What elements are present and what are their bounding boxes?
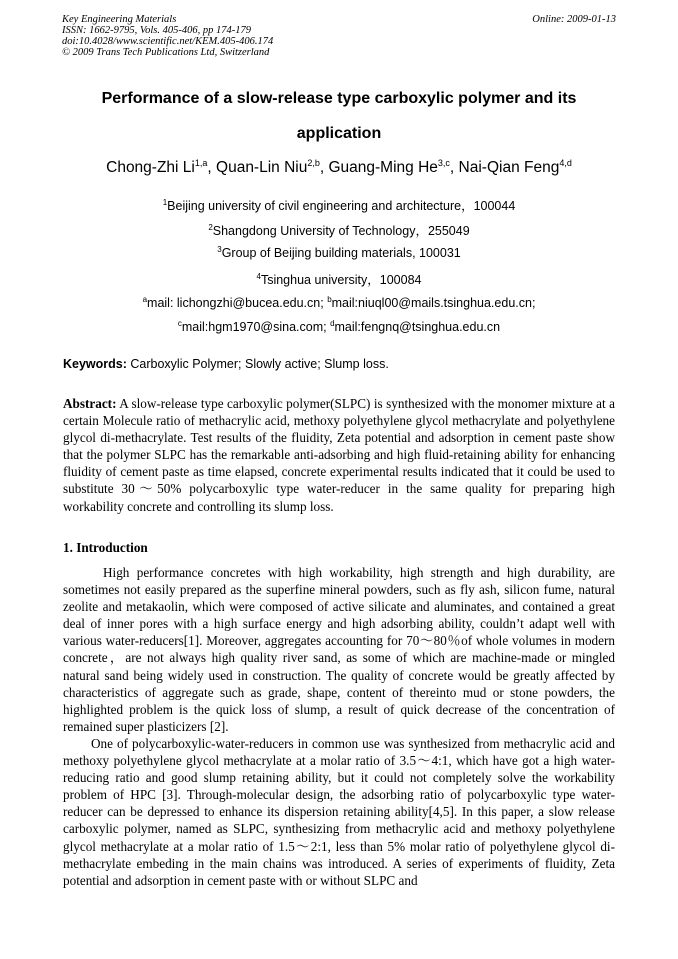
paper-title-line-1: Performance of a slow-release type carboxylic polymer and its bbox=[101, 90, 577, 107]
author-sep: , bbox=[207, 159, 217, 177]
affiliation-sup: 3 bbox=[217, 245, 222, 254]
email-c: mail:hgm1970@sina.com; bbox=[181, 320, 331, 335]
affiliation-2 bbox=[30, 221, 648, 239]
affiliation-text: Shangdong University of Technology，255049 bbox=[212, 224, 470, 238]
doi-line: doi:10.4028/www.scientific.net/KEM.405-406.174 bbox=[62, 36, 274, 47]
affiliation-1 bbox=[30, 196, 648, 214]
affiliation-sup: 1 bbox=[162, 197, 168, 207]
email-b: mail:niuql00@mails.tsinghua.edu.cn; bbox=[331, 296, 536, 311]
keywords-text: Carboxylic Polymer; Slowly active; Slump loss. bbox=[126, 357, 389, 371]
journal-name: Key Engineering Materials bbox=[62, 14, 177, 25]
abstract-label: Abstract: bbox=[63, 396, 117, 411]
email-d: mail:fengnq@tsinghua.edu.cn bbox=[334, 320, 501, 335]
author-name: Quan-Lin Niu bbox=[216, 159, 308, 177]
online-date: Online: 2009-01-13 bbox=[532, 14, 616, 25]
section-heading-introduction: 1. Introduction bbox=[63, 540, 148, 555]
paragraph: One of polycarboxylic-water-reducers in common use was synthesized from methacrylic acid and methoxy polyethylene glycol methacrylate at a molar ratio of 3.5～4:1, which have got a high water-reducing ratio and good slump retaining ability, but it could not completely solve the workability problem of HPC [3]. Through-molecular design, the adsorbing ratio of polycarboxylic type water-reducer can be depressed to enhance its dispersion retaining ability[4,5]. In this paper, a slow release carboxylic polymer, named as SLPC, synthesizing from methacrylic acid and methoxy polyethylene glycol methacrylate at a molar ratio of 1.5～2:1, less than 5% molar ratio of polyethylene glycol di-methacrylate embeding in the main chains was introduced. A series of experiments of fluidity, Zeta potential and adsorption in cement paste with or without SLPC and bbox=[63, 735, 615, 888]
affiliation-4 bbox=[30, 270, 648, 288]
author-name: Guang-Ming He bbox=[328, 159, 438, 177]
author-sup: 2,b bbox=[307, 158, 320, 168]
affiliation-sup: 4 bbox=[256, 271, 261, 281]
email-sup: a bbox=[142, 295, 148, 304]
author-sup: 3,c bbox=[437, 158, 450, 168]
paper-title-line-2: application bbox=[296, 125, 382, 142]
affiliation-3 bbox=[30, 245, 648, 260]
copyright-line: © 2009 Trans Tech Publications Ltd, Switzerland bbox=[62, 47, 270, 58]
abstract-text: A slow-release type carboxylic polymer(SLPC) is synthesized with the monomer mixture at a certain Molecule ratio of methacrylic acid, methoxy polyethylene glycol methacrylate and polyethylene glycol di-methacrylate. Test results of the fluidity, Zeta potential and adsorption in cement paste show that the polymer SLPC has the remarkable anti-adsorbing and high fluid-retaining ability for enhancing fluidity of cement paste as time elapsed, concrete experimental results indicated that it could be used to substitute 30～50% polycarboxylic type water-reducer in the same quality for preparing high workability concrete and controlling its slump loss. bbox=[63, 396, 615, 514]
abstract bbox=[63, 395, 615, 515]
email-line-1 bbox=[30, 295, 648, 310]
author-sup: 4,d bbox=[559, 158, 572, 168]
email-sup: c bbox=[177, 319, 182, 328]
issn-line: ISSN: 1662-9795, Vols. 405-406, pp 174-179 bbox=[62, 25, 251, 36]
journal-header bbox=[62, 14, 616, 58]
paragraph: High performance concretes with high workability, high strength and high durability, are sometimes not easily prepared as the superfine mineral powders, such as fly ash, silicon fume, natural zeolite and metakaolin, which were composed of active silicate and aluminates, and contained a great deal of inner pores with a high surface energy and high adsorbing ability, couldn’t adapt well with various water-reducers[1]. Moreover, aggregates accounting for 70～80％of whole volumes in modern concrete，are not always high quality river sand, as some of which are machine-made or mingled natural sand being widely used in construction. The quality of concrete would be greatly affected by characteristics of aggregate such as grade, shape, content of thereinto mud or stone powders, the highlighted problem is the quick loss of slump, a result of quick decrease of the concentration of remained super plasticizers [2]. bbox=[63, 565, 615, 734]
affiliation-text: Beijing university of civil engineering and architecture，100044 bbox=[167, 199, 516, 213]
introduction-body bbox=[63, 564, 615, 889]
email-a: mail: lichongzhi@bucea.edu.cn; bbox=[147, 296, 328, 311]
affiliation-text: Tsinghua university，100084 bbox=[260, 273, 422, 287]
affiliation-sup: 2 bbox=[208, 222, 213, 232]
keywords bbox=[63, 357, 618, 371]
author-name: Chong-Zhi Li bbox=[106, 159, 195, 177]
author-sup: 1,a bbox=[194, 158, 208, 168]
author-list bbox=[20, 158, 658, 177]
author-name: Nai-Qian Feng bbox=[458, 159, 560, 177]
email-sup: b bbox=[327, 295, 332, 304]
keywords-label: Keywords: bbox=[63, 357, 127, 371]
author-sep: , bbox=[449, 159, 459, 177]
email-line-2 bbox=[30, 319, 648, 334]
email-sup: d bbox=[330, 319, 335, 328]
affiliation-text: Group of Beijing building materials, 100031 bbox=[221, 246, 461, 261]
author-sep: , bbox=[319, 159, 329, 177]
